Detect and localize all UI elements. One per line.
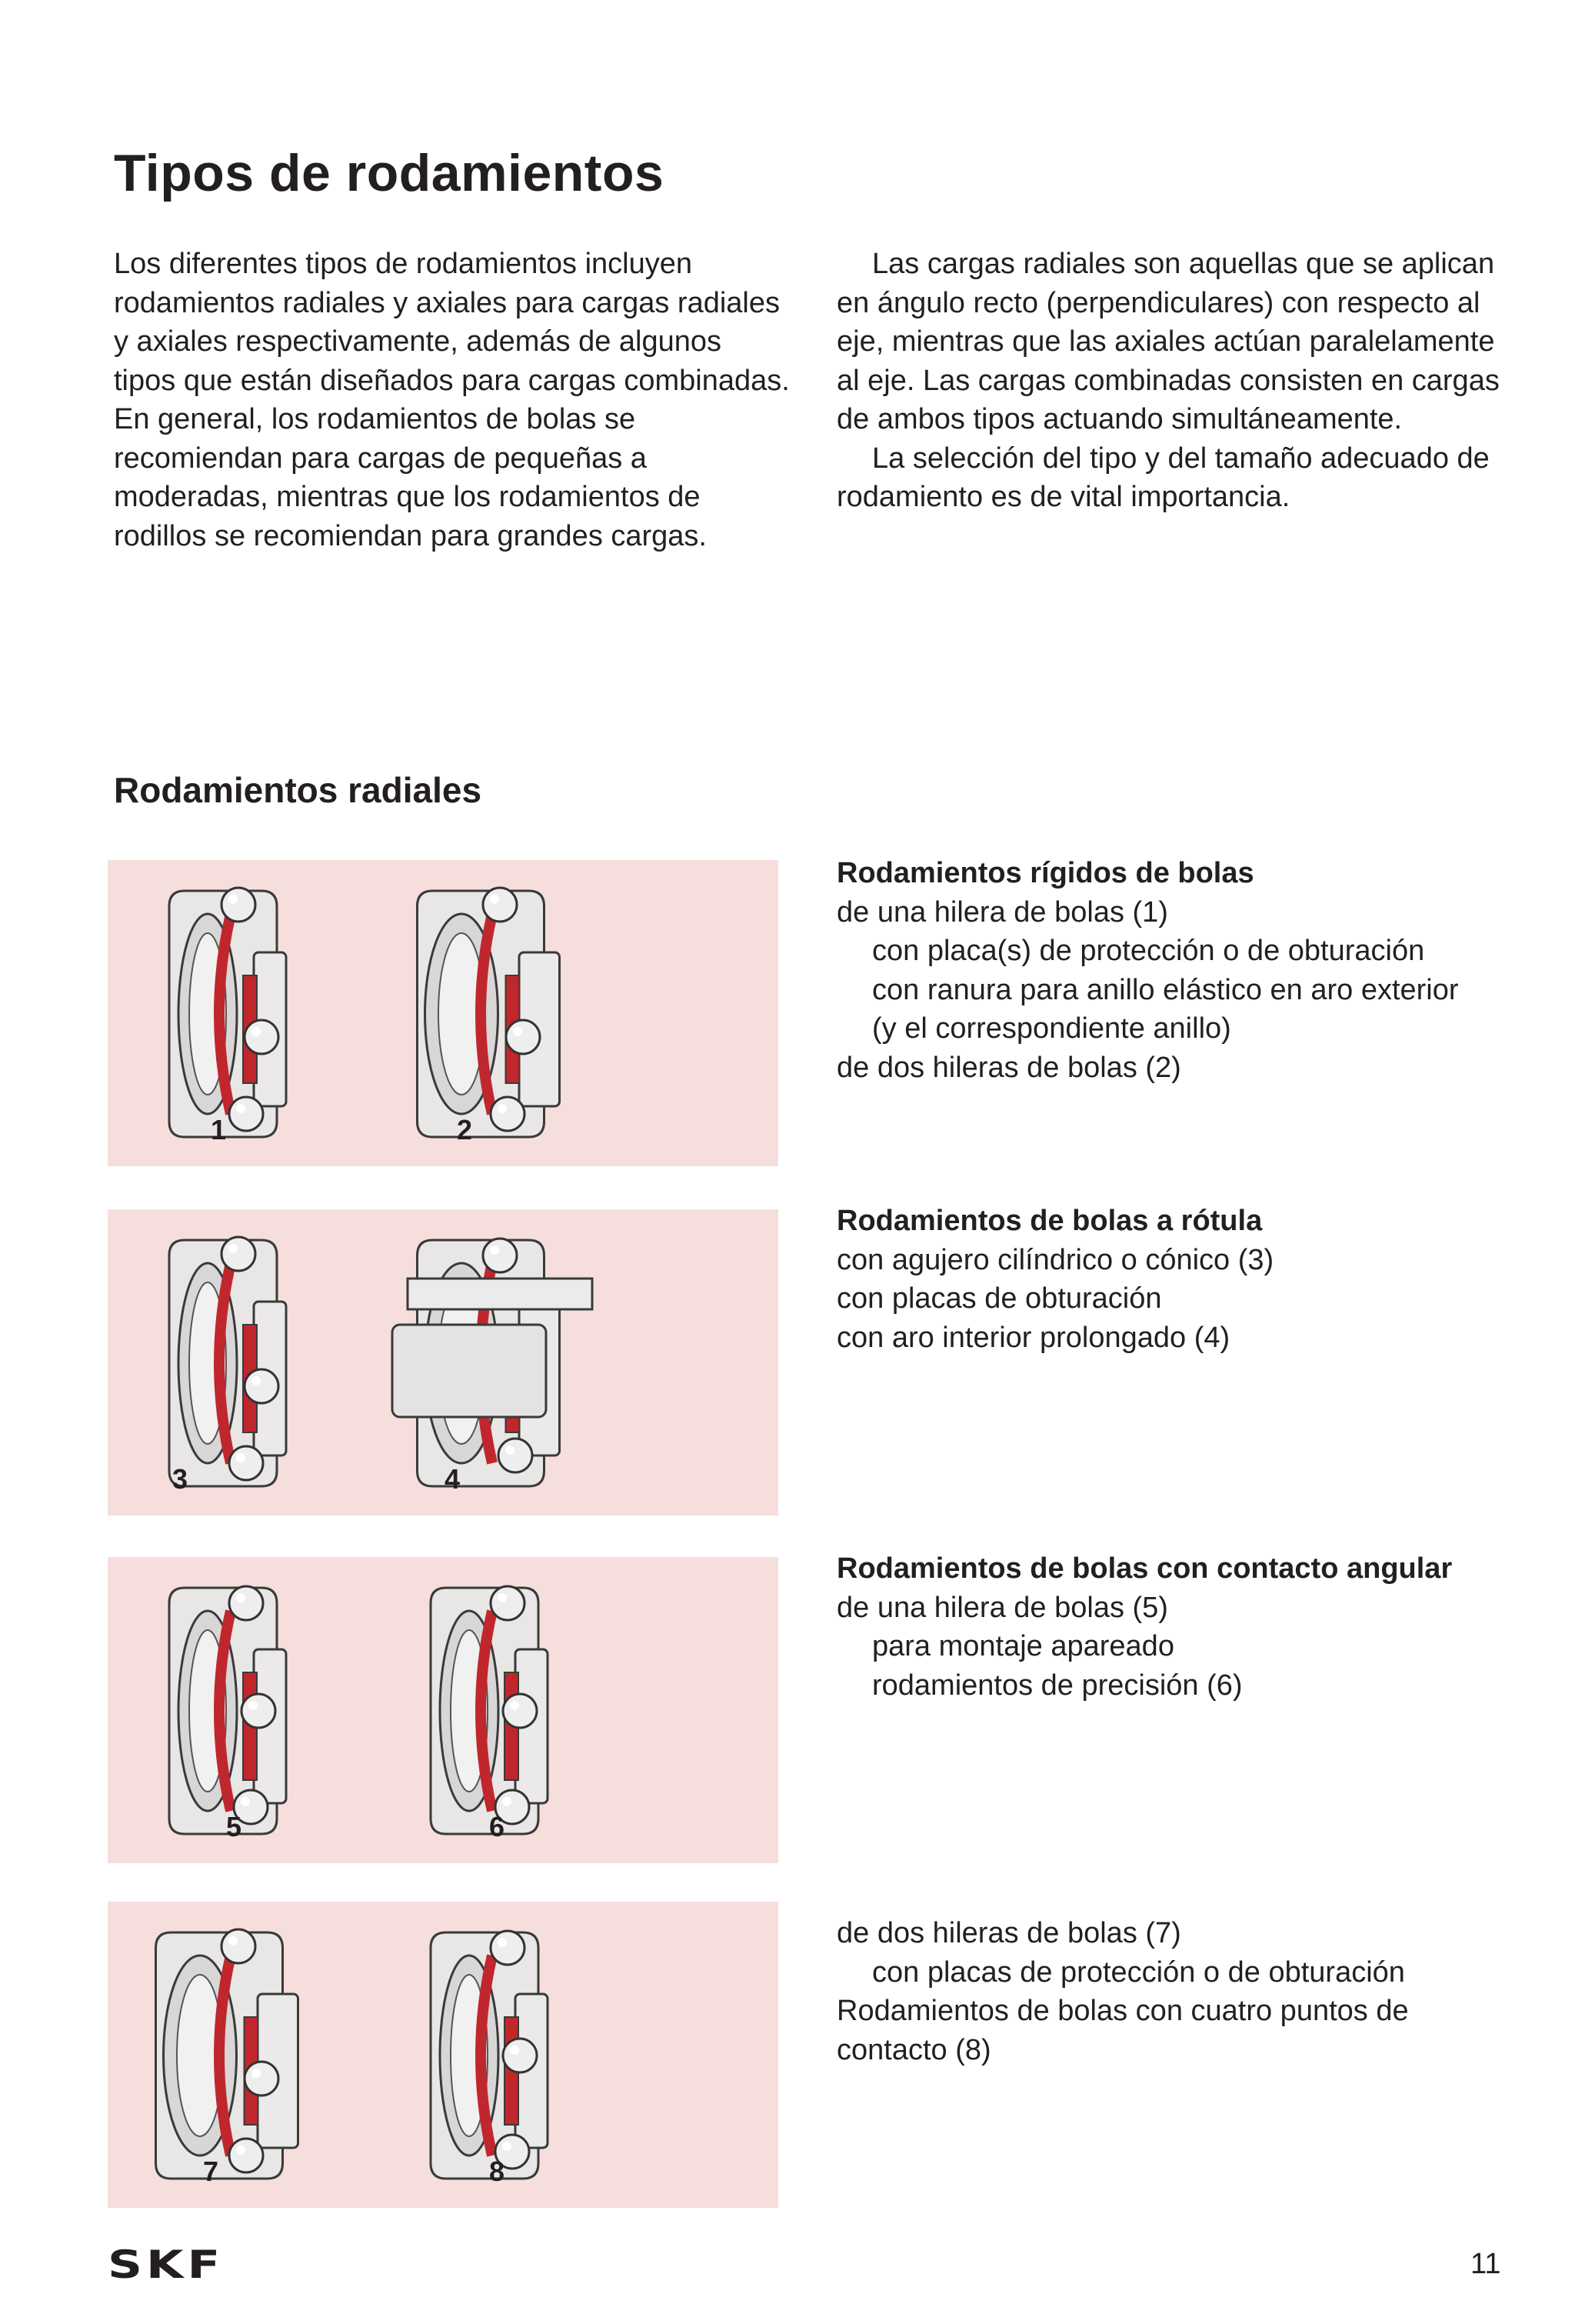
figure-number: 7 [203,2156,219,2187]
figure-number: 6 [489,1811,505,1842]
page-number: 11 [1470,2248,1501,2280]
description-line: con placa(s) de protección o de obturación [872,935,1425,967]
figure-number: 2 [457,1114,473,1145]
figure-panel-4 [108,1902,778,2208]
figure-panel-1 [108,860,778,1166]
description-line: con placas de obturación [837,1282,1162,1315]
angular-contact-ball-bearing-illustration [108,1557,778,1863]
figure-number: 1 [211,1114,227,1145]
description-line: contacto (8) [837,2033,991,2066]
description-line: con ranura para anillo elástico en aro exterior [872,973,1459,1006]
self-aligning-ball-bearing-illustration [108,1209,778,1515]
figure-number: 4 [445,1463,461,1495]
figure-panel-3 [108,1557,778,1863]
description-double-row-four-point [837,1914,1529,2069]
description-line: con agujero cilíndrico o cónico (3) [837,1243,1274,1276]
figure-number: 8 [489,2156,505,2187]
figure-number: 5 [226,1811,242,1842]
intro-left-column [114,245,791,555]
description-line: de dos hileras de bolas (7) [837,1917,1181,1949]
description-line: con placas de protección o de obturación [872,1956,1405,1989]
description-line: de una hilera de bolas (1) [837,895,1168,929]
description-line: con aro interior prolongado (4) [837,1321,1230,1354]
intro-paragraph: Las cargas radiales son aquellas que se aplican en ángulo recto (perpendiculares) con respecto al eje, mientras que las axiales actúan paralelamente al eje. Las cargas combinadas consisten en cargas de ambos tipos actuando simultáneamente. [837,248,1500,435]
description-heading: Rodamientos de bolas a rótula [837,1205,1263,1237]
description-heading: Rodamientos rígidos de bolas [837,857,1254,889]
description-line: de una hilera de bolas (5) [837,1591,1168,1624]
description-self-aligning [837,1202,1529,1357]
figure-number: 3 [172,1463,188,1495]
description-deep-groove [837,854,1529,1087]
description-heading: Rodamientos de bolas con contacto angular [837,1552,1453,1585]
page-title: Tipos de rodamientos [114,144,664,202]
intro-paragraph: Los diferentes tipos de rodamientos incluyen rodamientos radiales y axiales para cargas radiales y axiales respectivamente, además de algunos tipos que están diseñados para cargas combinadas. En general, los rodamientos de bolas se recomiendan para cargas de pequeñas a moderadas, mientras que los rodamientos de rodillos se recomiendan para grandes cargas. [114,248,790,552]
skf-logo: SKF [108,2242,225,2287]
figure-panel-2 [108,1209,778,1515]
description-line: de dos hileras de bolas (2) [837,1051,1181,1084]
intro-right-column [837,245,1513,517]
intro-paragraph: La selección del tipo y del tamaño adecuado de rodamiento es de vital importancia. [837,442,1490,513]
deep-groove-ball-bearing-illustration [108,860,778,1166]
description-line: (y el correspondiente anillo) [872,1012,1231,1045]
description-angular-contact [837,1549,1529,1705]
description-line: para montaje apareado [872,1630,1174,1662]
section-title: Rodamientos radiales [114,770,482,810]
description-line: Rodamientos de bolas con cuatro puntos de [837,1995,1409,2027]
description-line: rodamientos de precisión (6) [872,1669,1243,1702]
